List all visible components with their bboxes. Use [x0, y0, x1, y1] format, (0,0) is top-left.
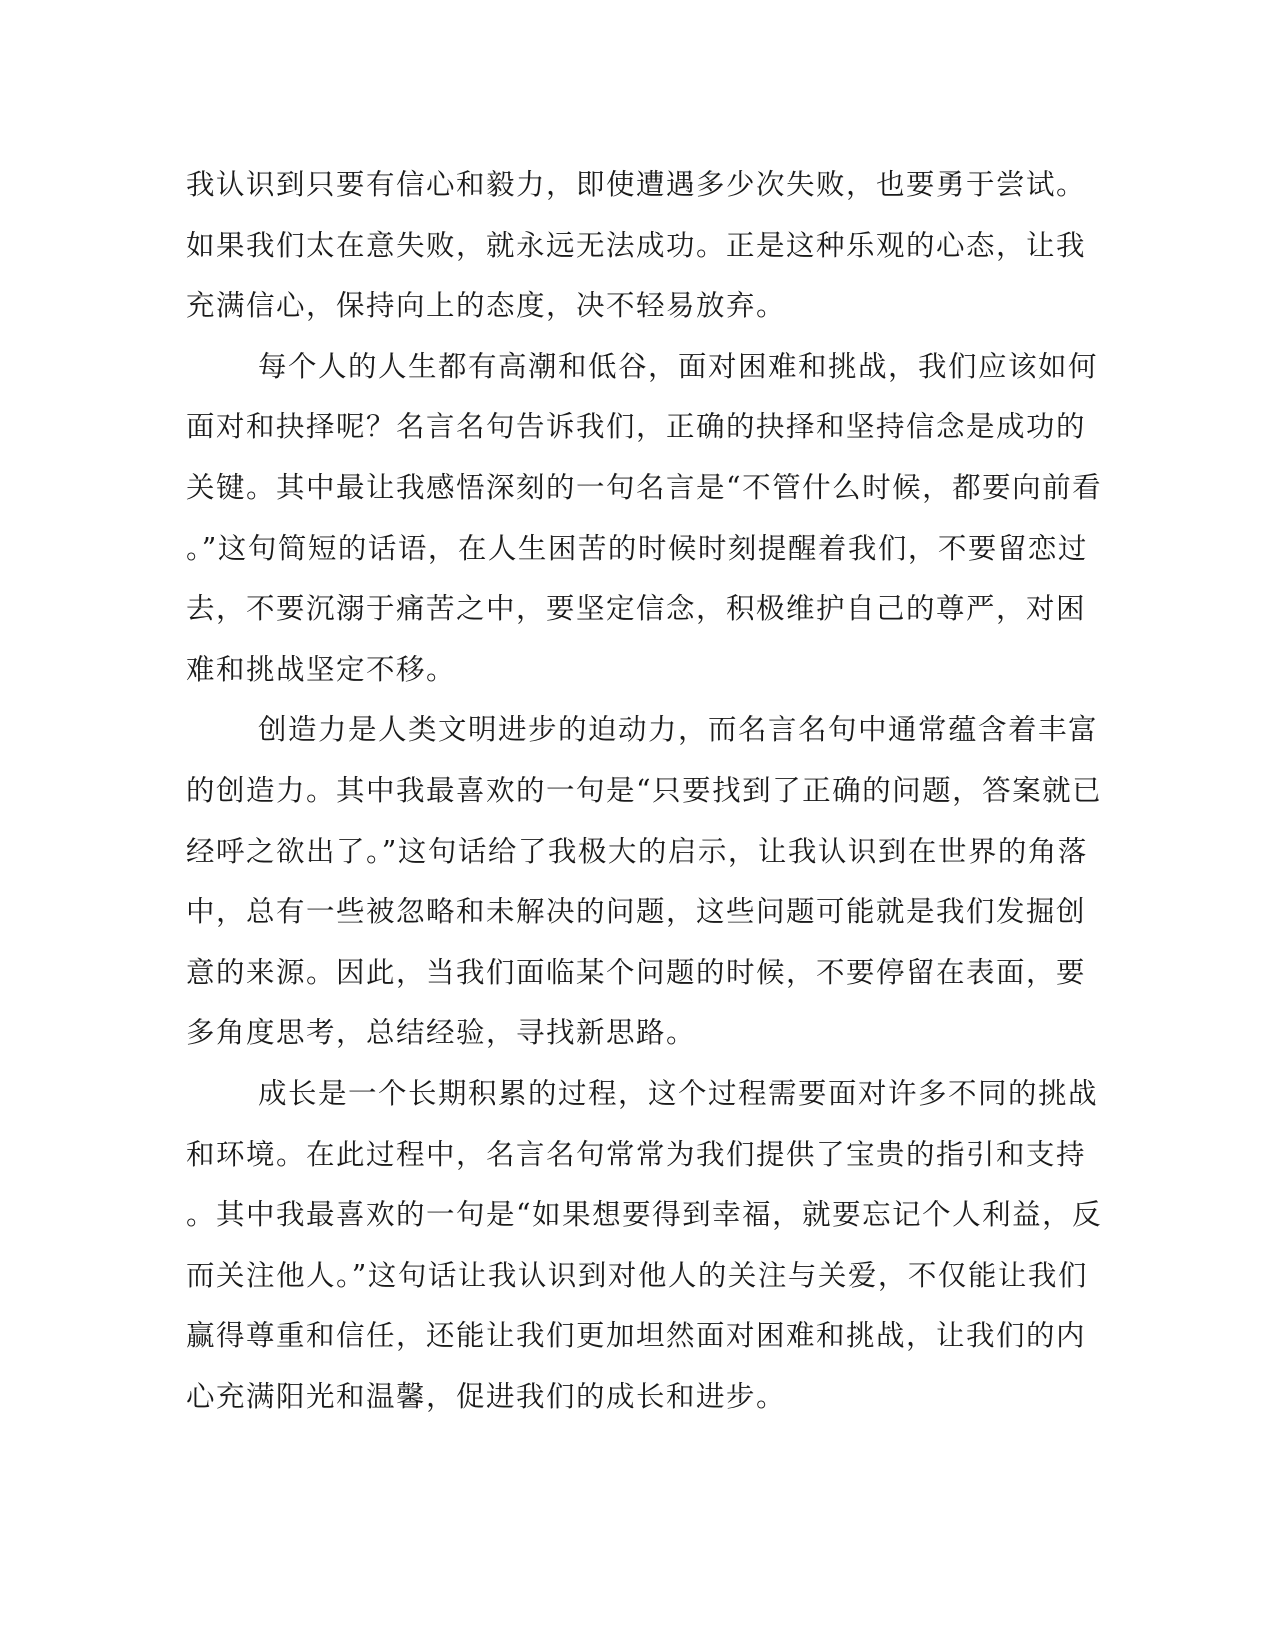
text-line: 多角度思考，总结经验，寻找新思路。 — [186, 1016, 697, 1050]
text-line: 和环境。在此过程中，名言名句常常为我们提供了宝贵的指引和支持 — [186, 1137, 1087, 1171]
text-line: 创造力是人类文明进步的迫动力，而名言名句中通常蕴含着丰富 — [258, 713, 1099, 747]
body-text — [186, 155, 1103, 1427]
paragraph-3 — [186, 700, 1103, 1064]
text-line: 意的来源。因此，当我们面临某个问题的时候，不要停留在表面，要 — [186, 955, 1087, 989]
text-line: 如果我们太在意失败，就永远无法成功。正是这种乐观的心态，让我 — [186, 228, 1087, 262]
text-line: 难和挑战坚定不移。 — [186, 652, 457, 686]
text-line: 每个人的人生都有高潮和低谷，面对困难和挑战，我们应该如何 — [258, 349, 1099, 383]
text-line: 经呼之欲出了。”这句话给了我极大的启示，让我认识到在世界的角落 — [186, 834, 1088, 868]
text-line: 。其中我最喜欢的一句是“如果想要得到幸福，就要忘记个人利益，反 — [186, 1198, 1103, 1232]
text-line: 赢得尊重和信任，还能让我们更加坦然面对困难和挑战，让我们的内 — [186, 1319, 1087, 1353]
text-line: 我认识到只要有信心和毅力，即使遭遇多少次失败，也要勇于尝试。 — [186, 168, 1087, 201]
text-line: 的创造力。其中我最喜欢的一句是“只要找到了正确的问题，答案就已 — [186, 773, 1103, 807]
text-line: 面对和抉择呢？名言名句告诉我们，正确的抉择和坚持信念是成功的 — [186, 410, 1087, 444]
paragraph-4 — [186, 1064, 1103, 1428]
text-line: 心充满阳光和温馨，促进我们的成长和进步。 — [186, 1379, 787, 1413]
text-line: 充满信心，保持向上的态度，决不轻易放弃。 — [186, 289, 787, 323]
paragraph-2 — [186, 337, 1103, 701]
text-line: 。”这句简短的话语，在人生困苦的时候时刻提醒着我们，不要留恋过 — [186, 531, 1088, 565]
text-line: 成长是一个长期积累的过程，这个过程需要面对许多不同的挑战 — [258, 1076, 1099, 1110]
text-line: 中，总有一些被忽略和未解决的问题，这些问题可能就是我们发掘创 — [186, 895, 1087, 929]
text-line: 去，不要沉溺于痛苦之中，要坚定信念，积极维护自己的尊严，对困 — [186, 592, 1087, 626]
paragraph-1 — [186, 155, 1087, 337]
text-line: 关键。其中最让我感悟深刻的一句名言是“不管什么时候，都要向前看 — [186, 470, 1103, 504]
text-line: 而关注他人。”这句话让我认识到对他人的关注与关爱，不仅能让我们 — [186, 1258, 1088, 1292]
